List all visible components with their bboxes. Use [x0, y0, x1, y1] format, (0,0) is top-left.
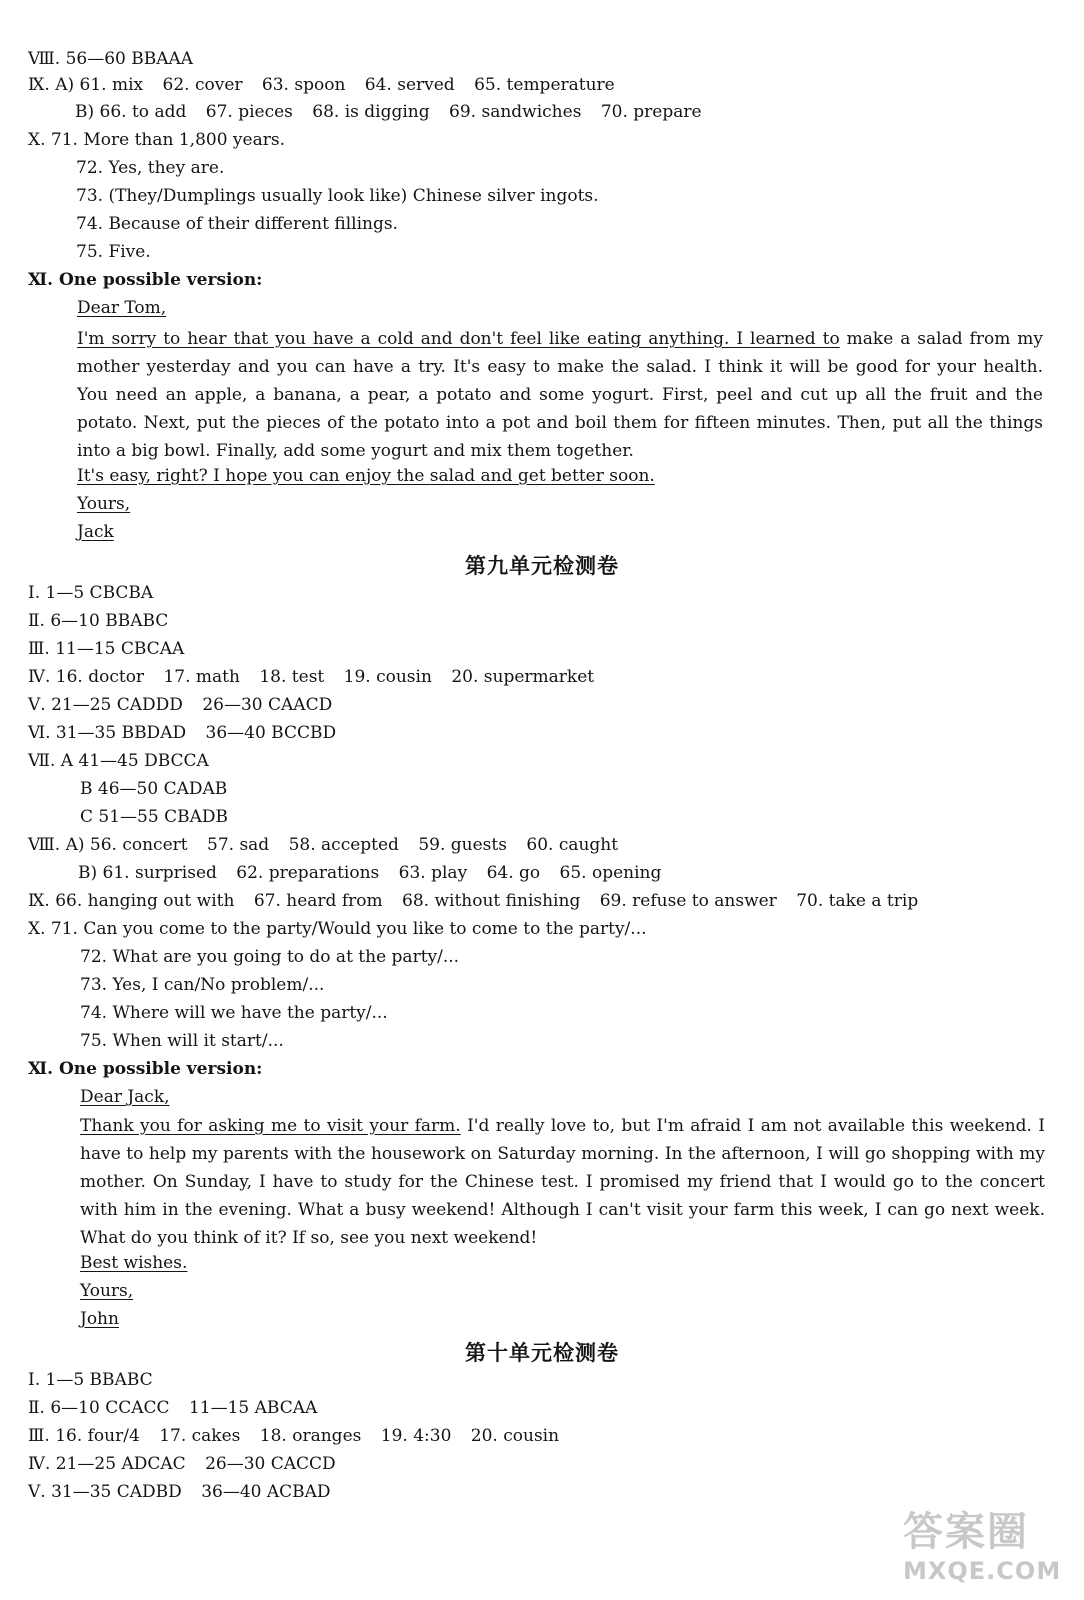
- viii-a-56: Ⅷ. A) 56. concert: [28, 835, 188, 855]
- answer-x-71: Ⅹ. 71. More than 1,800 years.: [28, 130, 285, 150]
- watermark: [903, 1500, 1073, 1595]
- ix-b-70: 70. prepare: [600, 102, 702, 122]
- letter-opening-sentence: I'm sorry to hear that you have a cold and don't feel like eating anything. I learned to: [77, 329, 840, 349]
- letter-paragraph-1-rest: make a salad from my mother yesterday and you can have a try. It's easy to make the salad. I think it will be good for your health.: [77, 329, 1043, 377]
- unit9-answer-x-71: Ⅹ. 71. Can you come to the party/Would you like to come to the party/...: [28, 919, 647, 939]
- viii-b-63: 63. play: [398, 863, 468, 883]
- watermark-url: MXQE.COM: [903, 1557, 1062, 1585]
- v-21-25: Ⅴ. 21—25 CADDD: [28, 695, 183, 715]
- viii-a-58: 58. accepted: [288, 835, 399, 855]
- unit9-letter-paragraph: [80, 1112, 1045, 1252]
- ix-a-63: 63. spoon: [261, 75, 346, 95]
- u10-v-31-35: Ⅴ. 31—35 CADBD: [28, 1482, 182, 1502]
- vi-31-35: Ⅵ. 31—35 BBDAD: [28, 723, 187, 743]
- answer-viii: Ⅷ. 56—60 BBAAA: [28, 49, 194, 69]
- unit9-letter-closing: Yours,: [80, 1281, 134, 1301]
- viii-b-65: 65. opening: [559, 863, 662, 883]
- iv-18: 18. test: [259, 667, 325, 687]
- iv-16: Ⅳ. 16. doctor: [28, 667, 145, 687]
- ix-a-62: 62. cover: [162, 75, 243, 95]
- unit9-letter-greeting: Dear Jack,: [80, 1087, 170, 1107]
- ix-b-68: 68. is digging: [312, 102, 430, 122]
- iv-19: 19. cousin: [343, 667, 432, 687]
- unit9-answer-x-74: 74. Where will we have the party/...: [80, 1003, 388, 1023]
- letter-paragraph-2: You need an apple, a banana, a pear, a potato and some yogurt. First, peel and cut up all the fruit and the potato. Next, put the pieces of the potato into a pot and boil them for fifteen minutes. Then, put all the things into a big bowl. Finally, add some yogurt and mix them together.: [77, 385, 1043, 461]
- unit10-answer-ii: [28, 1397, 317, 1419]
- unit9-answer-x-73: 73. Yes, I can/No problem/...: [80, 975, 325, 995]
- unit9-answer-vi: [28, 722, 336, 744]
- ix-a-61: Ⅸ. A) 61. mix: [28, 75, 144, 95]
- viii-a-57: 57. sad: [207, 835, 270, 855]
- unit9-answer-x-75: 75. When will it start/...: [80, 1031, 284, 1051]
- unit10-answer-v: [28, 1481, 331, 1503]
- u10-iii-17: 17. cakes: [159, 1426, 241, 1446]
- unit9-answer-i: Ⅰ. 1—5 CBCBA: [28, 583, 154, 603]
- u10-iv-26-30: 26—30 CACCD: [205, 1454, 336, 1474]
- ix-66: Ⅸ. 66. hanging out with: [28, 891, 235, 911]
- watermark-logo: 答案圈: [903, 1509, 1029, 1555]
- unit10-answer-iv: [28, 1453, 336, 1475]
- ix-70: 70. take a trip: [796, 891, 919, 911]
- u10-iv-21-25: Ⅳ. 21—25 ADCAC: [28, 1454, 186, 1474]
- answer-x-73: 73. (They/Dumplings usually look like) Chinese silver ingots.: [76, 186, 599, 206]
- viii-b-61: B) 61. surprised: [78, 863, 217, 883]
- ix-67: 67. heard from: [253, 891, 383, 911]
- u10-iii-20: 20. cousin: [470, 1426, 560, 1446]
- ix-69: 69. refuse to answer: [599, 891, 777, 911]
- letter-closing-sentence: It's easy, right? I hope you can enjoy the salad and get better soon.: [77, 466, 655, 486]
- ix-68: 68. without finishing: [402, 891, 581, 911]
- ix-b-66: B) 66. to add: [75, 102, 187, 122]
- answer-x-74: 74. Because of their different fillings.: [76, 214, 398, 234]
- viii-a-59: 59. guests: [418, 835, 507, 855]
- unit9-answer-ix: [28, 890, 918, 912]
- letter-closing: Yours,: [77, 494, 131, 514]
- answer-ix-b: [75, 101, 702, 123]
- unit9-answer-vii-a: Ⅶ. A 41—45 DBCCA: [28, 751, 209, 771]
- ix-a-65: 65. temperature: [474, 75, 615, 95]
- viii-b-64: 64. go: [486, 863, 541, 883]
- unit10-answer-i: Ⅰ. 1—5 BBABC: [28, 1370, 153, 1390]
- v-26-30: 26—30 CAACD: [202, 695, 333, 715]
- iv-20: 20. supermarket: [451, 667, 595, 687]
- section-xi-label: Ⅺ. One possible version:: [28, 270, 263, 290]
- unit9-letter-paragraph-rest: I'd really love to, but I'm afraid I am not available this weekend. I have to help my parents with the housework on Saturday morning. In the afternoon, I will go shopping with my mother. On Sunday, I have to study for the Chinese test. I promised my friend that I would go to the concert with him in the evening. What a busy weekend! Although I can't visit your farm this week, I can go next week. What do you think of it? If so, see you next weekend!: [80, 1116, 1046, 1248]
- ix-b-67: 67. pieces: [205, 102, 293, 122]
- letter-greeting: Dear Tom,: [77, 298, 167, 318]
- answer-ix-a: [28, 74, 615, 96]
- unit9-letter-opening-sentence: Thank you for asking me to visit your farm.: [80, 1116, 461, 1136]
- u10-iii-19: 19. 4:30: [380, 1426, 452, 1446]
- u10-ii-6-10: Ⅱ. 6—10 CCACC: [28, 1398, 170, 1418]
- ix-a-64: 64. served: [364, 75, 455, 95]
- u10-v-36-40: 36—40 ACBAD: [201, 1482, 331, 1502]
- ix-b-69: 69. sandwiches: [449, 102, 582, 122]
- u10-ii-11-15: 11—15 ABCAA: [188, 1398, 318, 1418]
- unit9-answer-ii: Ⅱ. 6—10 BBABC: [28, 611, 169, 631]
- vi-36-40: 36—40 BCCBD: [205, 723, 337, 743]
- iv-17: 17. math: [163, 667, 240, 687]
- answer-x-72: 72. Yes, they are.: [76, 158, 225, 178]
- u10-iii-16: Ⅲ. 16. four/4: [28, 1426, 140, 1446]
- unit9-letter-signature: John: [80, 1309, 119, 1329]
- u10-iii-18: 18. oranges: [259, 1426, 362, 1446]
- unit9-section-xi-label: Ⅺ. One possible version:: [28, 1059, 263, 1079]
- unit9-answer-iii: Ⅲ. 11—15 CBCAA: [28, 639, 185, 659]
- unit9-answer-viii-b: [78, 862, 661, 884]
- unit9-heading: 第九单元检测卷: [465, 554, 619, 578]
- letter-signature: Jack: [77, 522, 114, 542]
- unit9-answer-x-72: 72. What are you going to do at the party/...: [80, 947, 460, 967]
- answer-x-75: 75. Five.: [76, 242, 151, 262]
- letter-paragraph-1: [77, 325, 1043, 381]
- unit9-letter-best-wishes: Best wishes.: [80, 1253, 188, 1273]
- unit10-answer-iii: [28, 1425, 559, 1447]
- viii-a-60: 60. caught: [526, 835, 619, 855]
- viii-b-62: 62. preparations: [236, 863, 380, 883]
- unit9-answer-v: [28, 694, 332, 716]
- unit9-answer-vii-b: B 46—50 CADAB: [80, 779, 228, 799]
- unit9-answer-vii-c: C 51—55 CBADB: [80, 807, 228, 827]
- unit9-answer-iv: [28, 666, 594, 688]
- unit9-answer-viii-a: [28, 834, 618, 856]
- unit10-heading: 第十单元检测卷: [465, 1341, 619, 1365]
